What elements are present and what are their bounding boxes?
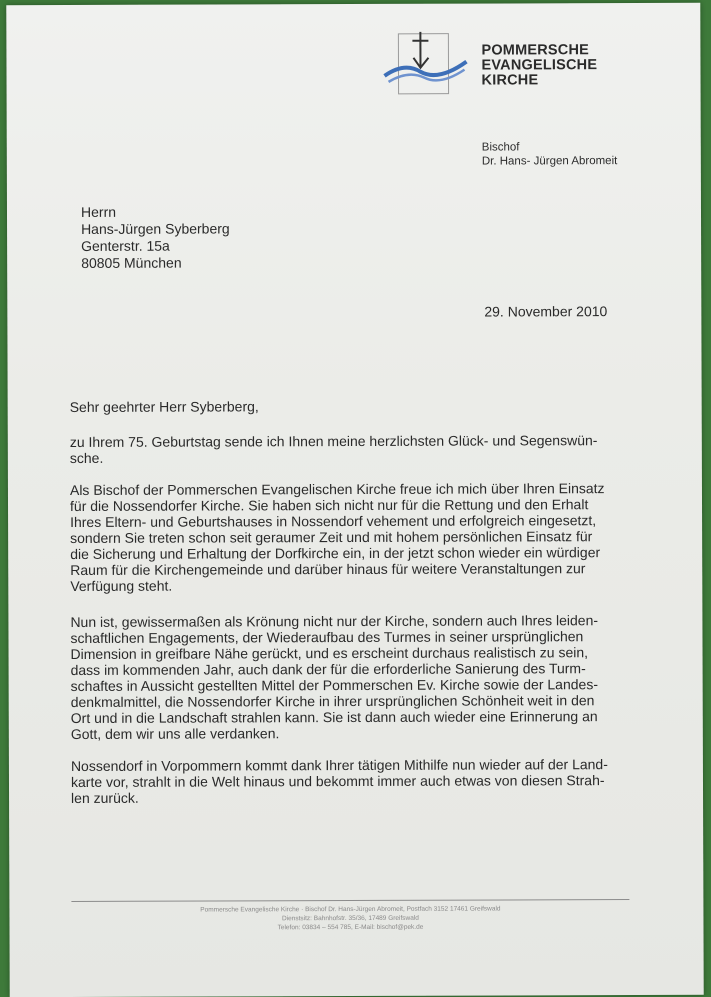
paragraph-church-engagement: [70, 480, 638, 594]
letter-page: [6, 3, 703, 997]
text-line: Ihres Eltern- und Geburtshauses in Nossendorf vehement und erfolgreich eingesetzt,: [70, 512, 638, 530]
footer-line: Dienstsitz: Bahnhofstr. 35/36, 17489 Greifswald: [71, 913, 629, 924]
text-line: denkmalmittel, die Nossendorfer Kirche in ihrer ursprünglichen Schönheit weit in den: [71, 692, 639, 710]
letter-footer: [71, 904, 629, 933]
footer-line: Telefon: 03834 – 554 785, E-Mail: bischof@pek.de: [71, 922, 629, 933]
text-line: len zurück.: [71, 788, 639, 806]
text-line: sche.: [70, 448, 638, 466]
text-line: schaftlichen Engagements, der Wiederaufbau des Turmes in seiner ursprünglichen: [70, 628, 638, 646]
paragraph-tower-reconstruction: [70, 612, 638, 742]
recipient-line: Genterstr. 15a: [81, 237, 230, 255]
text-line: Ort und in die Landschaft strahlen kann. Sie ist dann auch wieder eine Erinnerung an: [71, 708, 639, 726]
sender-title: Bischof: [482, 140, 618, 154]
org-line: EVANGELISCHE: [481, 58, 597, 73]
text-line: die Sicherung und Erhaltung der Dorfkirche ein, in der jetzt schon wieder ein würdiger: [70, 544, 638, 562]
text-line: schaftes in Aussicht gestellten Mittel der Pommerschen Ev. Kirche sowie der Landes-: [71, 676, 639, 694]
text-line: Nun ist, gewissermaßen als Krönung nicht nur der Kirche, sondern auch Ihres leiden-: [70, 612, 638, 630]
text-line: für die Nossendorfer Kirche. Sie haben sich nicht nur für die Rettung und den Erhalt: [70, 496, 638, 514]
salutation: Sehr geehrter Herr Syberberg,: [70, 398, 259, 415]
footer-divider: [71, 899, 629, 902]
letter-date: 29. November 2010: [484, 303, 607, 319]
text-line: dass im kommenden Jahr, auch dank der für die erforderliche Sanierung des Turm-: [71, 660, 639, 678]
recipient-line: 80805 München: [81, 254, 230, 272]
text-line: Verfügung steht.: [70, 576, 638, 594]
church-logo-icon: [378, 32, 468, 96]
sender-name: Dr. Hans- Jürgen Abromeit: [482, 154, 618, 168]
recipient-address: [81, 203, 230, 272]
paragraph-birthday: [70, 432, 638, 466]
org-line: KIRCHE: [482, 73, 598, 88]
org-line: POMMERSCHE: [481, 43, 597, 58]
text-line: sondern Sie treten schon seit geraumer Zeit und mit hohem persönlichen Einsatz für: [70, 528, 638, 546]
text-line: Nossendorf in Vorpommern kommt dank Ihrer tätigen Mithilfe nun wieder auf der Land-: [71, 756, 639, 774]
text-line: Dimension in greifbare Nähe gerückt, und es erscheint durchaus realistisch zu sein,: [71, 644, 639, 662]
footer-line: Pommersche Evangelische Kirche · Bischof Dr. Hans-Jürgen Abromeit, Postfach 3152 17461 Greifswald: [71, 904, 629, 915]
text-line: Als Bischof der Pommerschen Evangelischen Kirche freue ich mich über Ihren Einsatz: [70, 480, 638, 498]
text-line: zu Ihrem 75. Geburtstag sende ich Ihnen meine herzlichsten Glück- und Segenswün-: [70, 432, 638, 450]
text-line: Gott, dem wir uns alle verdanken.: [71, 724, 639, 742]
sender-block: [482, 140, 618, 168]
organization-name: [481, 43, 597, 88]
recipient-line: Herrn: [81, 203, 230, 221]
recipient-line: Hans-Jürgen Syberberg: [81, 220, 230, 238]
text-line: karte vor, strahlt in die Welt hinaus und bekommt immer auch etwas von diesen Strah-: [71, 772, 639, 790]
paragraph-nossendorf: [71, 756, 639, 806]
text-line: Raum für die Kirchengemeinde und darüber hinaus für weitere Veranstaltungen zur: [70, 560, 638, 578]
